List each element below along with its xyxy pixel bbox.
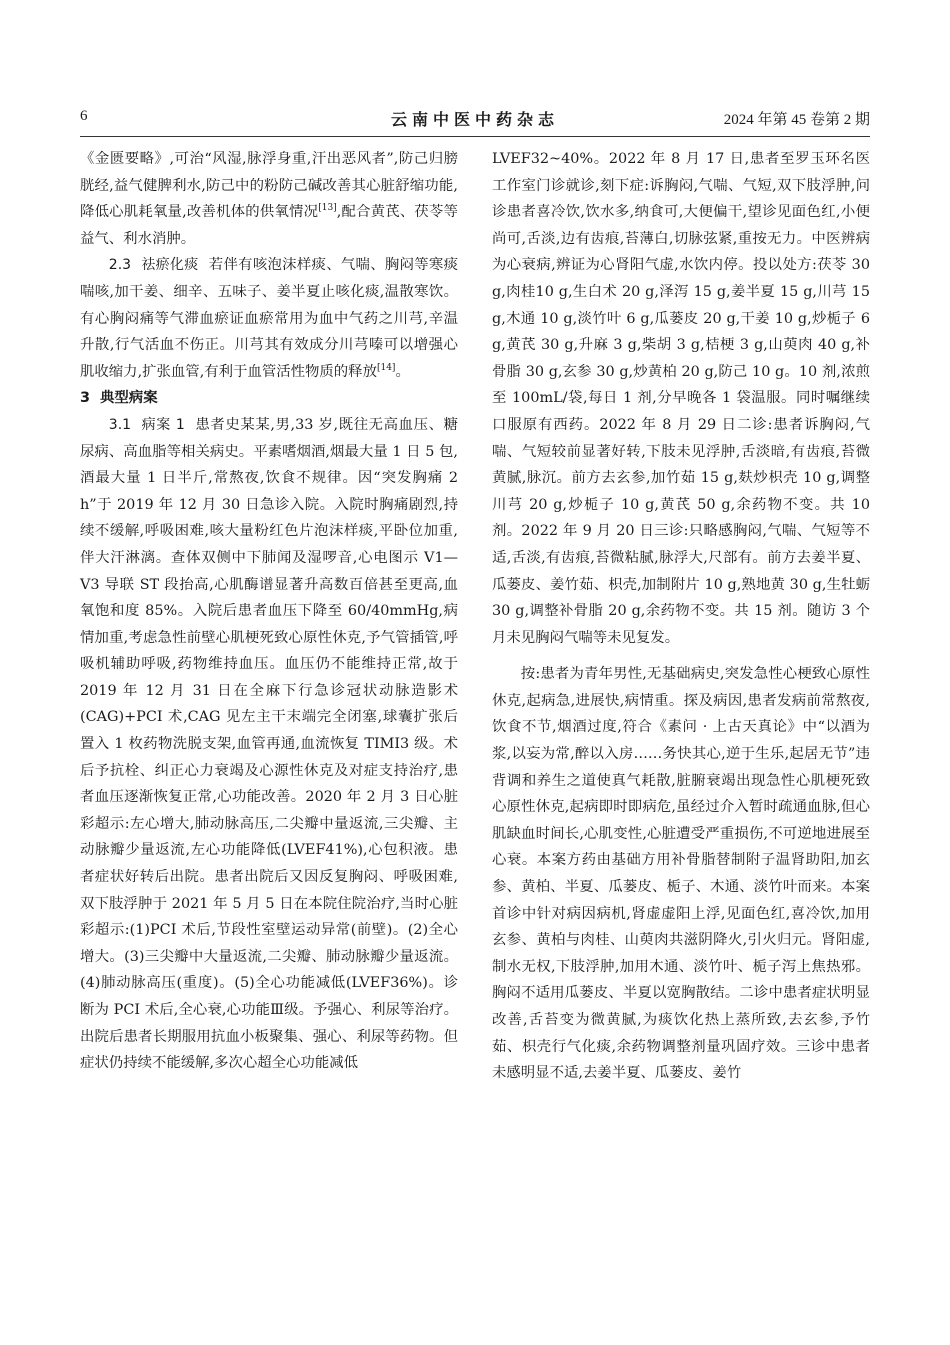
section-3-1-title: 病案 1 — [141, 416, 185, 433]
left-column — [80, 146, 458, 1077]
paragraph-commentary: 按:患者为青年男性,无基础病史,突发急性心梗致心原性休克,起病急,进展快,病情重。探及病因,患者发病前常熬夜,饮食不节,烟酒过度,符合《素问 · 上古天真论》中“以酒为浆,以妄为常,醉以入房……务快其心,逆于生乐,起居无节”违背调和养生之道使真气耗散,脏腑衰竭出现急性心肌梗死致心原性休克,起病即时即病危,虽经过介入暂时疏通血脉,但心肌缺血时间长,心肌变性,心脏遭受严重损伤,不可逆地进展至心衰。本案方药由基础方用补骨脂替制附子温肾助阳,加玄参、黄柏、半夏、瓜蒌皮、栀子、木通、淡竹叶而来。本案首诊中针对病因病机,肾虚虚阳上浮,见面色红,喜冷饮,加用玄参、黄柏与肉桂、山萸肉共滋阴降火,引火归元。肾阳虚,制水无权,下肢浮肿,加用木通、淡竹叶、栀子泻上焦热邪。胸闷不适用瓜蒌皮、半夏以宽胸散结。二诊中患者症状明显改善,舌苔变为微黄腻,为痰饮化热上蒸所致,去玄参,予竹茹、枳壳行气化痰,余药物调整剂量巩固疗效。三诊中患者未感明显不适,去姜半夏、瓜蒌皮、姜竹 — [492, 666, 870, 1082]
section-3-1-number: 3.1 — [108, 416, 132, 433]
journal-title: 云南中医中药杂志 — [390, 110, 559, 129]
page-header — [80, 108, 870, 134]
citation-14[interactable]: [14] — [376, 362, 396, 373]
paragraph-case-continued: LVEF32~40%。2022 年 8 月 17 日,患者至罗玉环名医工作室门诊就诊,刻下症:诉胸闷,气喘、气短,双下肢浮肿,问诊患者喜冷饮,饮水多,纳食可,大便偏干,望诊见面色红,小便尚可,舌淡,边有齿痕,苔薄白,切脉弦紧,重按无力。中医辨病为心衰病,辨证为心肾阳气虚,水饮内停。投以处方:茯苓 30 g,肉桂10 g,生白术 20 g,泽泻 15 g,姜半夏 15 g,川芎 15 g,木通 10 g,淡竹叶 6 g,瓜蒌皮 20 g,干姜 10 g,炒栀子 6 g,黄芪 30 g,升麻 3 g,柴胡 3 g,桔梗 3 g,山萸肉 40 g,补骨脂 30 g,玄参 30 g,炒黄柏 20 g,防己 10 g。10 剂,浓煎至 100mL/袋,每日 1 剂,分早晚各 1 袋温服。同时嘱继续口服原有西药。2022 年 8 月 29 日二诊:患者诉胸闷,气喘、气短较前显著好转,下肢未见浮肿,舌淡暗,有齿痕,苔微黄腻,脉沉。前方去玄参,加竹茹 15 g,麸炒枳壳 10 g,调整川芎 20 g,炒栀子 10 g,黄芪 50 g,余药物不变。共 10 剂。2022 年 9 月 20 日三诊:只略感胸闷,气喘、气短等不适,舌淡,有齿痕,苔微粘腻,脉浮大,尺部有。前方去姜半夏、瓜蒌皮、姜竹茹、枳壳,加制附片 10 g,熟地黄 30 g,生牡蛎 30 g,调整补骨脂 20 g,余药物不变。共 15 剂。随访 3 个月未见胸闷气喘等未见复发。 — [492, 151, 870, 646]
section-2-3-text-b: 。 — [395, 363, 410, 380]
section-2-3-number: 2.3 — [108, 257, 132, 274]
right-column — [492, 146, 870, 1087]
heading-typical-cases — [80, 385, 458, 412]
section-2-3 — [80, 252, 458, 385]
page-number: 6 — [80, 108, 88, 124]
citation-13[interactable]: [13] — [318, 203, 337, 214]
section-2-3-title: 祛瘀化痰 — [141, 257, 199, 274]
header-rule — [80, 136, 870, 137]
section-2-3-text-a: 若伴有咳泡沫样痰、气喘、胸闷等寒痰喘咳,加干姜、细辛、五味子、姜半夏止咳化痰,温散寒饮。有心胸闷痛等气滞血瘀证血瘀常用为血中气药之川芎,辛温升散,行气活血不伤正。川芎其有效成分川芎嗪可以增强心肌收缩力,扩张血管,有利于血管活性物质的释放 — [80, 257, 458, 380]
paragraph-fangji-text-b: ,配合黄芪、茯苓等益气、利水消肿。 — [80, 204, 458, 247]
heading-number: 3 — [80, 390, 91, 407]
heading-title: 典型病案 — [100, 390, 158, 407]
paragraph-fangji-text-a: 《金匮要略》,可治“风湿,脉浮身重,汗出恶风者”,防己归膀胱经,益气健脾利水,防己中的粉防己碱改善其心脏舒缩功能,降低心肌耗氧量,改善机体的供氧情况 — [80, 151, 458, 221]
section-3-1-text: 患者史某某,男,33 岁,既往无高血压、糖尿病、高血脂等相关病史。平素嗜烟酒,烟最大量 1 日 5 包,酒最大量 1 日半斤,常熬夜,饮食不规律。因“突发胸痛 2 h”于 2019 年 12 月 30 日急诊入院。入院时胸痛剧烈,持续不缓解,呼吸困难,咳大量粉红色片泡沫样痰,平卧位加重,伴大汗淋漓。查体双侧中下肺闻及湿啰音,心电图示 V1—V3 导联 ST 段抬高,心肌酶谱显著升高数百倍甚至更高,血氧饱和度 85%。入院后患者血压下降至 60/40mmHg,病情加重,考虑急性前壁心肌梗死致心原性休克,予气管插管,呼吸机辅助呼吸,药物维持血压。血压仍不能维持正常,故于 2019 年 12 月 31 日在全麻下行急诊冠状动脉造影术(CAG)+PCI 术,CAG 见左主干末端完全闭塞,球囊扩张后置入 1 枚药物洗脱支架,血管再通,血流恢复 TIMI3 级。术后予抗栓、纠正心力衰竭及心源性休克及对症支持治疗,患者血压逐渐恢复正常,心功能改善。2020 年 2 月 3 日心脏彩超示:左心增大,肺动脉高压,二尖瓣中量返流,三尖瓣、主动脉瓣少量返流,左心功能降低(LVEF41%),心包积液。患者症状好转后出院。患者出院后又因反复胸闷、呼吸困难,双下肢浮肿于 2021 年 5 月 5 日在本院住院治疗,当时心脏彩超示:(1)PCI 术后,节段性室壁运动异常(前壁)。(2)全心增大。(3)三尖瓣中大量返流,二尖瓣、肺动脉瓣少量返流。(4)肺动脉高压(重度)。(5)全心功能减低(LVEF36%)。诊断为 PCI 术后,全心衰,心功能Ⅲ级。予强心、利尿等治疗。出院后患者长期服用抗血小板聚集、强心、利尿等药物。但症状仍持续不能缓解,多次心超全心功能减低 — [80, 416, 458, 1072]
paragraph-fangji — [80, 146, 458, 252]
issue-info: 2024 年第 45 卷第 2 期 — [723, 112, 870, 128]
section-3-1 — [80, 412, 458, 1077]
